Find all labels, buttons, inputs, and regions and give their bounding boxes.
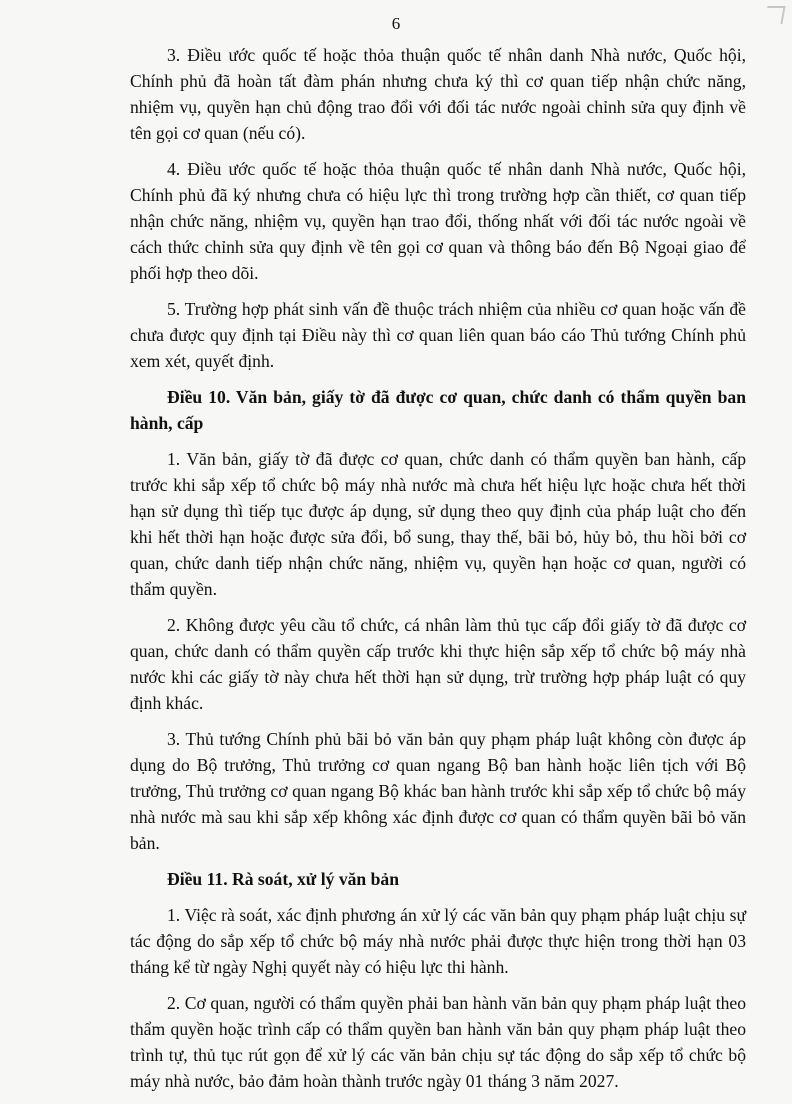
clause-10-3: 3. Thủ tướng Chính phủ bãi bỏ văn bản quy phạm pháp luật không còn được áp dụng do Bộ trưởng, Thủ trưởng cơ quan ngang Bộ ban hành hoặc liên tịch với Bộ trưởng, Thủ trưởng cơ quan ngang Bộ khác ban hành trước khi sắp xếp tổ chức bộ máy nhà nước mà sau khi sắp xếp không xác định được cơ quan có thẩm quyền bãi bỏ văn bản. [130,729,746,853]
clause-10-2: 2. Không được yêu cầu tổ chức, cá nhân làm thủ tục cấp đổi giấy tờ đã được cơ quan, chức danh có thẩm quyền cấp trước khi thực hiện sắp xếp tổ chức bộ máy nhà nước khi các giấy tờ này chưa hết thời hạn sử dụng, trừ trường hợp pháp luật có quy định khác. [130,615,746,713]
clause-10-1: 1. Văn bản, giấy tờ đã được cơ quan, chức danh có thẩm quyền ban hành, cấp trước khi sắp xếp tổ chức bộ máy nhà nước mà chưa hết hiệu lực hoặc chưa hết thời hạn sử dụng thì tiếp tục được áp dụng, sử dụng theo quy định của pháp luật cho đến khi hết thời hạn hoặc được sửa đổi, bổ sung, thay thế, bãi bỏ, hủy bỏ, thu hồi bởi cơ quan, chức danh tiếp nhận chức năng, nhiệm vụ, quyền hạn hoặc cơ quan, người có thẩm quyền. [130,449,746,599]
clause-9-5: 5. Trường hợp phát sinh vấn đề thuộc trách nhiệm của nhiều cơ quan hoặc vấn đề chưa được quy định tại Điều này thì cơ quan liên quan báo cáo Thủ tướng Chính phủ xem xét, quyết định. [130,299,746,371]
article-11-heading: Điều 11. Rà soát, xử lý văn bản [167,869,399,889]
clause-11-1: 1. Việc rà soát, xác định phương án xử lý các văn bản quy phạm pháp luật chịu sự tác động do sắp xếp tổ chức bộ máy nhà nước phải được thực hiện trong thời hạn 03 tháng kể từ ngày Nghị quyết này có hiệu lực thi hành. [130,905,746,977]
clause-11-2: 2. Cơ quan, người có thẩm quyền phải ban hành văn bản quy phạm pháp luật theo thẩm quyền hoặc trình cấp có thẩm quyền ban hành văn bản quy phạm pháp luật theo trình tự, thủ tục rút gọn để xử lý các văn bản chịu sự tác động do sắp xếp tổ chức bộ máy nhà nước, bảo đảm hoàn thành trước ngày 01 tháng 3 năm 2027. [130,993,746,1091]
clause-9-4: 4. Điều ước quốc tế hoặc thỏa thuận quốc tế nhân danh Nhà nước, Quốc hội, Chính phủ đã ký nhưng chưa có hiệu lực thì trong trường hợp cần thiết, cơ quan tiếp nhận chức năng, nhiệm vụ, quyền hạn trao đổi, thống nhất với đối tác nước ngoài về cách thức chỉnh sửa quy định về tên gọi cơ quan và thông báo đến Bộ Ngoại giao để phối hợp theo dõi. [130,159,746,283]
article-10-heading: Điều 10. Văn bản, giấy tờ đã được cơ quan, chức danh có thẩm quyền ban hành, cấp [130,387,746,433]
clause-9-3: 3. Điều ước quốc tế hoặc thỏa thuận quốc tế nhân danh Nhà nước, Quốc hội, Chính phủ đã hoàn tất đàm phán nhưng chưa ký thì cơ quan tiếp nhận chức năng, nhiệm vụ, quyền hạn chủ động trao đổi với đối tác nước ngoài chỉnh sửa quy định về tên gọi cơ quan (nếu có). [130,45,746,143]
document-body [130,42,746,1104]
page-number: 6 [391,14,401,33]
